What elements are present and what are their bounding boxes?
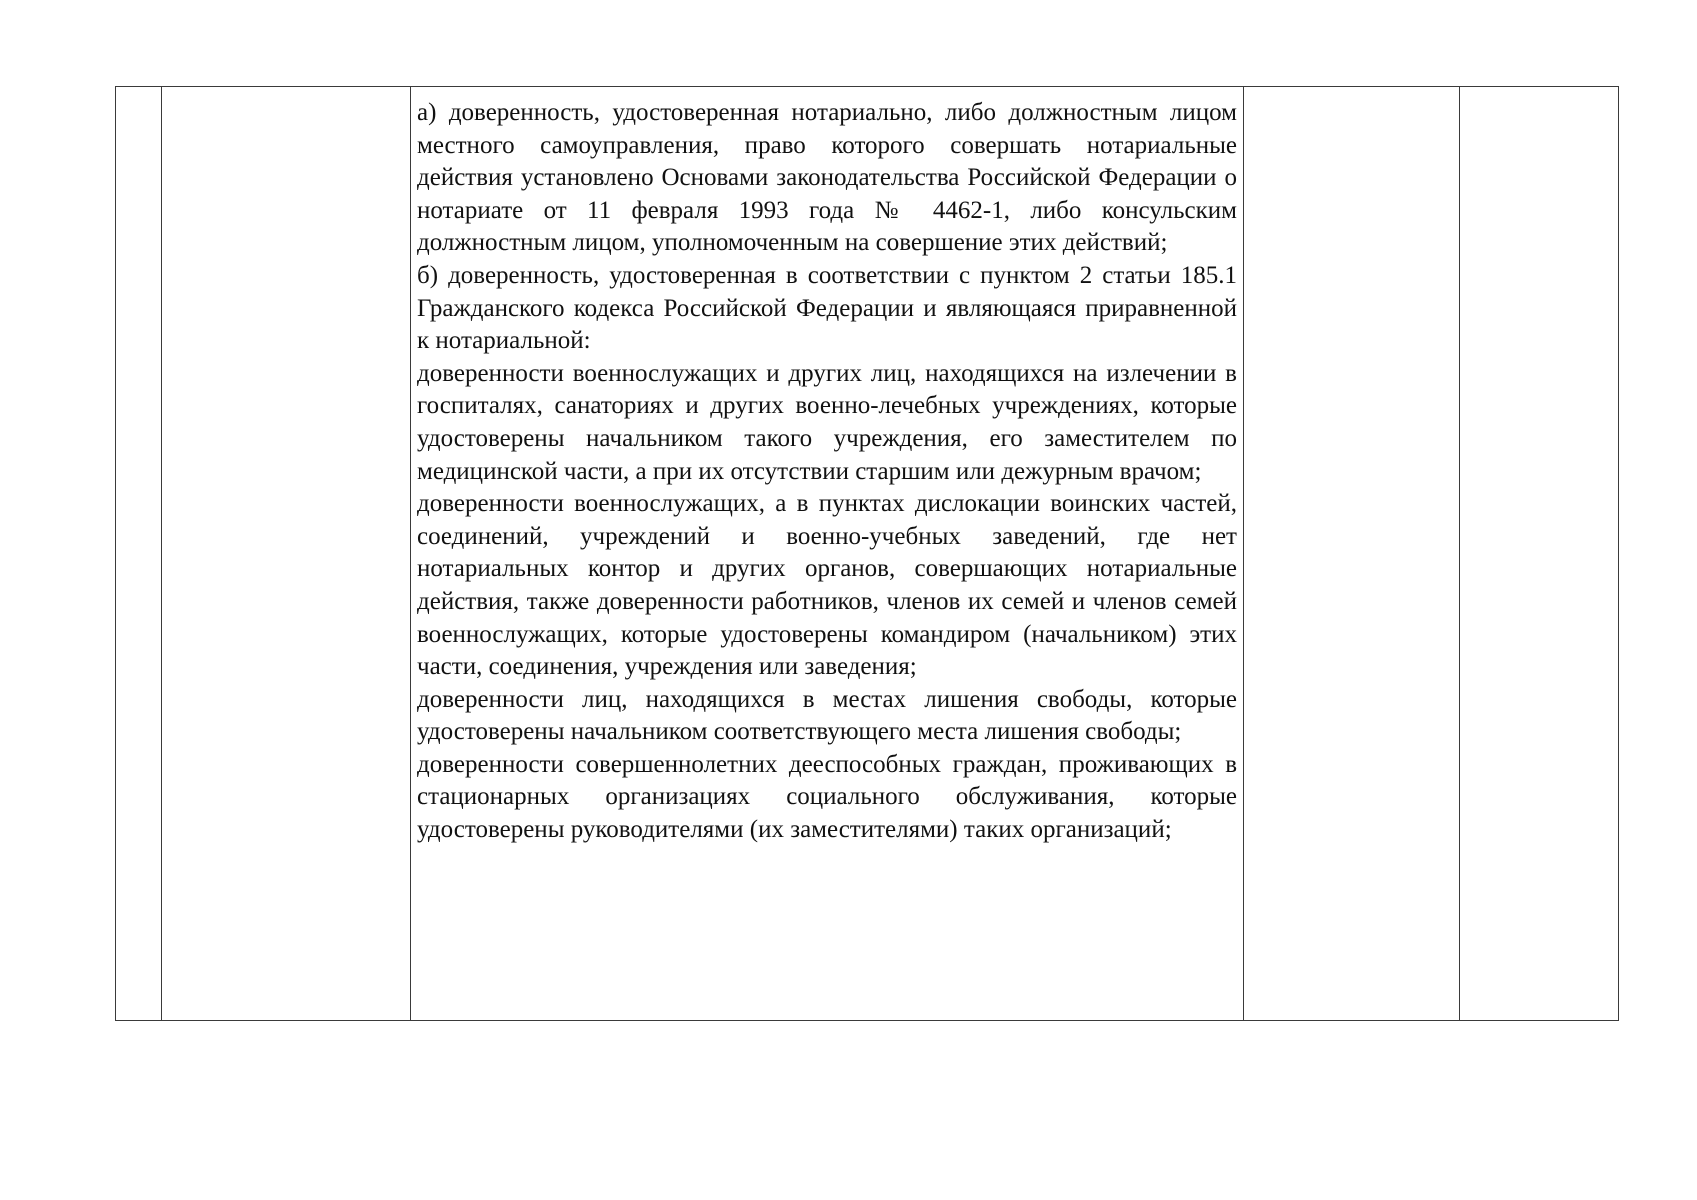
paragraph-military-hospitals: доверенности военнослужащих и других лиц, находящихся на излечении в госпиталях, санаториях и других военно-лечебных учреждениях, которые удостоверены начальником такого учреждения, его заместителем по медицинской части, а при их отсутствии старшим или дежурным врачом; <box>417 359 1237 485</box>
documents-text <box>411 87 1243 847</box>
paragraph-a: а) доверенность, удостоверенная нотариально, либо должностным лицом местного самоуправления, право которого совершать нотариальные действия установлено Основами законодательства Российской Федерации о нотариате от 11 февраля 1993 года № 4462-1, либо консульским должностным лицом, уполномоченным на совершение этих действий; <box>417 99 1237 257</box>
paragraph-prisons: доверенности лиц, находящихся в местах лишения свободы, которые удостоверены начальником соответствующего места лишения свободы; <box>417 685 1237 746</box>
document-table <box>115 86 1619 1021</box>
paragraph-social-organizations: доверенности совершеннолетних дееспособных граждан, проживающих в стационарных организациях социального обслуживания, которые удостоверены руководителями (их заместителями) таких организаций; <box>417 750 1237 844</box>
paragraph-b: б) доверенность, удостоверенная в соответствии с пунктом 2 статьи 185.1 Гражданского кодекса Российской Федерации и являющаяся приравненной к нотариальной: <box>417 261 1237 355</box>
table-row <box>116 87 1619 1021</box>
paragraph-military-units: доверенности военнослужащих, а в пунктах дислокации воинских частей, соединений, учреждений и военно-учебных заведений, где нет нотариальных контор и других органов, совершающих нотариальные действия, также доверенности работников, членов их семей и членов семей военнослужащих, которые удостоверены командиром (начальником) этих части, соединения, учреждения или заведения; <box>417 490 1237 681</box>
cell-name <box>162 87 411 1021</box>
cell-documents <box>411 87 1244 1021</box>
cell-col4 <box>1244 87 1460 1021</box>
cell-col5 <box>1460 87 1619 1021</box>
cell-number <box>116 87 162 1021</box>
